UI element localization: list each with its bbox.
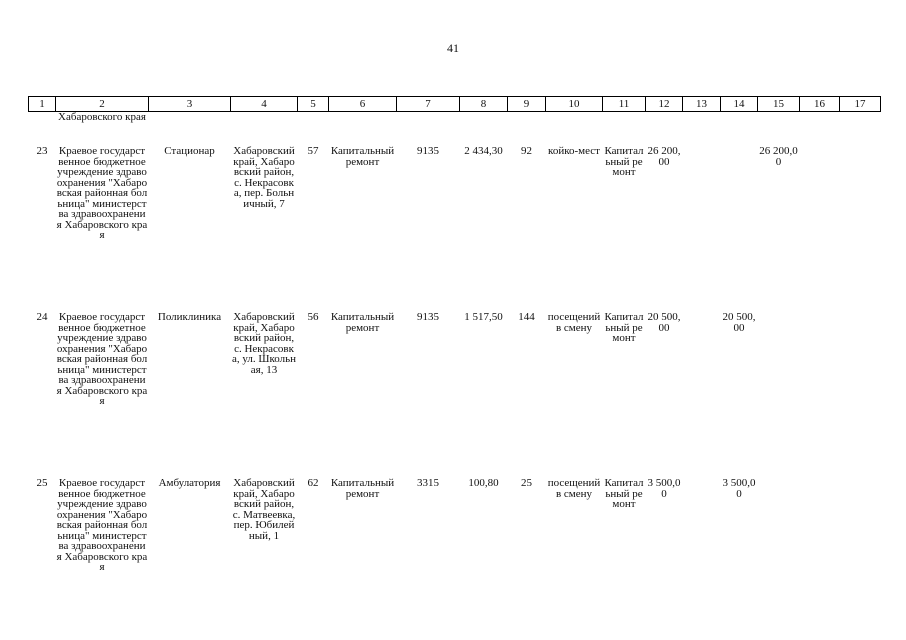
page-number: 41 (447, 41, 459, 55)
year-cost-cell (840, 302, 881, 468)
year-cost-cell (840, 136, 881, 302)
year-cost-cell (800, 136, 840, 302)
total-cost-cell: 20 500,00 (647, 311, 681, 334)
table-row (29, 468, 881, 638)
year-cost-cell (758, 302, 800, 468)
address-cell: Хабаровский край, Хабаровский район, с. Некрасовка, ул. Школьная, 13 (231, 311, 297, 376)
area-cell: 9135 (417, 311, 439, 323)
capacity-unit-cell: посещений в смену (547, 311, 601, 334)
row-number-cell: 25 (36, 477, 48, 489)
column-header: 17 (840, 97, 881, 112)
capacity-cell: 144 (518, 311, 535, 323)
work-type-cell: Капитальный ремонт (330, 145, 395, 168)
column-header: 11 (603, 97, 646, 112)
area-cell: 9135 (417, 145, 439, 157)
facility-type-cell: Стационар (164, 145, 215, 157)
institution-cell: Краевое государственное бюджетное учреждение здравоохранения "Хабаровская районная больница" министерства здравоохранения Хабаровского края (56, 145, 148, 241)
row-number-cell: 24 (36, 311, 48, 323)
total-cost-cell: 3 500,00 (647, 477, 681, 500)
table-row (29, 302, 881, 468)
value-cell: 100,80 (468, 477, 499, 489)
column-number-header-row (29, 97, 881, 112)
year-cost-cell: 20 500,00 (722, 311, 756, 334)
column-header: 6 (329, 97, 397, 112)
column-header: 5 (298, 97, 329, 112)
column-header: 1 (29, 97, 56, 112)
column-header: 15 (758, 97, 800, 112)
area-cell: 3315 (417, 477, 439, 489)
column-header: 3 (149, 97, 231, 112)
capacity-unit-cell: посещений в смену (547, 477, 601, 500)
work-type-cell: Капитальный ремонт (330, 477, 395, 500)
wear-percent-cell: 56 (307, 311, 319, 323)
year-cost-cell (683, 302, 721, 468)
column-header: 7 (397, 97, 460, 112)
address-cell: Хабаровский край, Хабаровский район, с. Некрасовка, пер. Больничный, 7 (233, 145, 295, 210)
column-header: 4 (231, 97, 298, 112)
year-cost-cell (800, 302, 840, 468)
result-cell: Капитальный ремонт (604, 311, 644, 344)
column-header: 10 (546, 97, 603, 112)
capacity-unit-cell: койко-мест (548, 145, 600, 157)
facility-type-cell: Амбулатория (158, 477, 221, 489)
value-cell: 2 434,30 (464, 145, 503, 157)
year-cost-cell (683, 136, 721, 302)
address-cell: Хабаровский край, Хабаровский район, с. Матвеевка, пер. Юбилейный, 1 (232, 477, 296, 542)
wear-percent-cell: 57 (307, 145, 319, 157)
table-row (29, 136, 881, 302)
row-number-cell: 23 (36, 145, 48, 157)
total-cost-cell: 26 200,00 (647, 145, 681, 168)
result-cell: Капитальный ремонт (604, 477, 644, 510)
column-header: 2 (56, 97, 149, 112)
capacity-cell: 25 (521, 477, 532, 489)
work-type-cell: Капитальный ремонт (330, 311, 395, 334)
year-cost-cell (840, 468, 881, 638)
capacity-cell: 92 (521, 145, 532, 157)
year-cost-cell: 26 200,00 (759, 145, 798, 168)
year-cost-cell: 3 500,00 (722, 477, 756, 500)
column-header: 13 (683, 97, 721, 112)
year-cost-cell (721, 136, 758, 302)
result-cell: Капитальный ремонт (604, 145, 644, 178)
continuation-row (29, 112, 881, 137)
facility-type-cell: Поликлиника (157, 311, 222, 323)
year-cost-cell (683, 468, 721, 638)
column-header: 14 (721, 97, 758, 112)
wear-percent-cell: 62 (307, 477, 319, 489)
column-header: 9 (508, 97, 546, 112)
value-cell: 1 517,50 (464, 311, 503, 323)
column-header: 8 (460, 97, 508, 112)
year-cost-cell (758, 468, 800, 638)
column-header: 12 (646, 97, 683, 112)
capital-repair-table (28, 96, 881, 638)
column-header: 16 (800, 97, 840, 112)
continued-institution-cell: Хабаровского края (58, 111, 146, 123)
institution-cell: Краевое государственное бюджетное учреждение здравоохранения "Хабаровская районная больница" министерства здравоохранения Хабаровского края (56, 311, 148, 407)
institution-cell: Краевое государственное бюджетное учреждение здравоохранения "Хабаровская районная больница" министерства здравоохранения Хабаровского края (56, 477, 148, 573)
year-cost-cell (800, 468, 840, 638)
